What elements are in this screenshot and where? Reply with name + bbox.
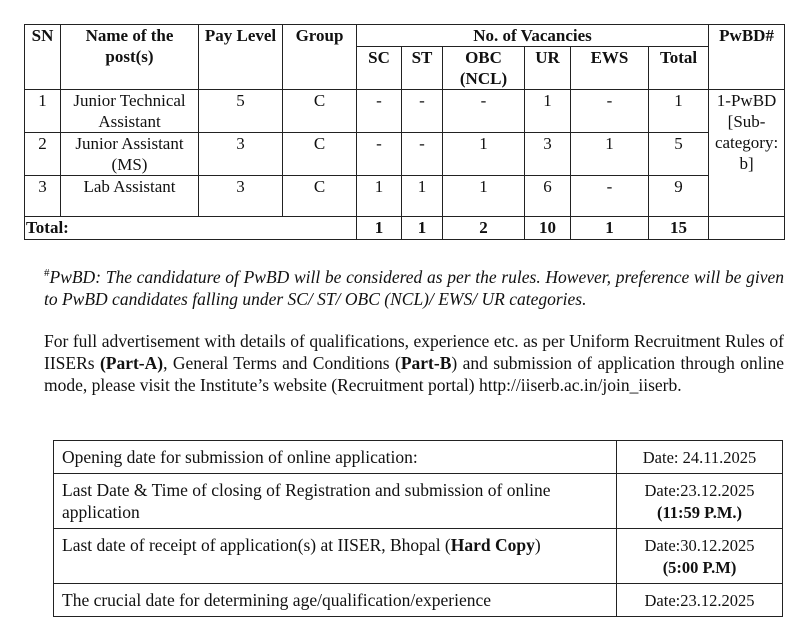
header-post: Name of the post(s) xyxy=(61,25,199,90)
date-time: (5:00 P.M) xyxy=(662,558,737,577)
cell-ews: - xyxy=(571,176,649,217)
dates-table xyxy=(53,440,783,617)
advert-part-b: Part-B xyxy=(400,353,452,373)
cell-group: C xyxy=(283,176,357,217)
total-sc: 1 xyxy=(357,217,402,240)
date-row xyxy=(54,474,783,529)
date-label xyxy=(54,529,617,584)
cell-post: Junior Technical Assistant xyxy=(61,90,199,133)
total-total: 15 xyxy=(649,217,709,240)
advert-text-2: , General Terms and Conditions ( xyxy=(163,353,401,373)
cell-total: 1 xyxy=(649,90,709,133)
header-ews: EWS xyxy=(571,47,649,90)
pwbd-note-mark: # xyxy=(44,267,50,279)
header-sc: SC xyxy=(357,47,402,90)
cell-ur: 3 xyxy=(525,133,571,176)
date-text: Date: 24.11.2025 xyxy=(642,448,757,467)
cell-ews: - xyxy=(571,90,649,133)
advert-text-1: For full advertisement with details of qualifications, experience etc. as per Uniform Recruitment Rules of IISERs xyxy=(44,331,784,373)
header-group: Group xyxy=(283,25,357,90)
table-row xyxy=(25,133,785,176)
cell-ews: 1 xyxy=(571,133,649,176)
vacancy-table xyxy=(24,24,785,240)
header-ur: UR xyxy=(525,47,571,90)
cell-obc: 1 xyxy=(443,133,525,176)
date-value xyxy=(617,441,783,474)
date-row xyxy=(54,529,783,584)
header-vacancies: No. of Vacancies xyxy=(357,25,709,47)
date-value xyxy=(617,529,783,584)
totals-label: Total: xyxy=(25,217,357,240)
advert-text-3: ) and submission of application through online mode, please visit the Institute’s website (Recruitment portal) http://iiserb.ac.in/join_iiserb. xyxy=(44,353,785,395)
date-label: The crucial date for determining age/qualification/experience xyxy=(54,584,617,617)
header-st: ST xyxy=(402,47,443,90)
totals-row xyxy=(25,217,785,240)
pwbd-note-text: PwBD: The candidature of PwBD will be considered as per the rules. However, preference will be given to PwBD candidates falling under SC/ ST/ OBC (NCL)/ EWS/ UR categories. xyxy=(44,267,784,309)
date-text: Date:23.12.2025 xyxy=(644,481,755,500)
date-label-pre: Last date of receipt of application(s) at IISER, Bhopal ( xyxy=(62,535,451,555)
date-text: Date:30.12.2025 xyxy=(644,536,755,555)
date-label-bold: Hard Copy xyxy=(450,535,535,555)
pwbd-note xyxy=(44,262,784,310)
cell-st: - xyxy=(402,133,443,176)
cell-post: Lab Assistant xyxy=(61,176,199,217)
cell-sn: 3 xyxy=(25,176,61,217)
table-row xyxy=(25,90,785,133)
header-pay-level: Pay Level xyxy=(199,25,283,90)
advert-part-a: (Part-A) xyxy=(99,353,164,373)
date-label-post: ) xyxy=(534,535,541,555)
cell-post: Junior Assistant (MS) xyxy=(61,133,199,176)
cell-st: - xyxy=(402,90,443,133)
cell-sc: - xyxy=(357,90,402,133)
cell-ur: 6 xyxy=(525,176,571,217)
cell-obc: - xyxy=(443,90,525,133)
cell-total: 9 xyxy=(649,176,709,217)
date-value xyxy=(617,474,783,529)
total-ur: 10 xyxy=(525,217,571,240)
date-label: Opening date for submission of online application: xyxy=(54,441,617,474)
date-time: (11:59 P.M.) xyxy=(656,503,743,522)
date-row xyxy=(54,584,783,617)
table-row xyxy=(25,176,785,217)
cell-st: 1 xyxy=(402,176,443,217)
cell-pay: 3 xyxy=(199,133,283,176)
cell-pay: 3 xyxy=(199,176,283,217)
cell-group: C xyxy=(283,133,357,176)
cell-obc: 1 xyxy=(443,176,525,217)
header-total: Total xyxy=(649,47,709,90)
cell-total: 5 xyxy=(649,133,709,176)
date-value xyxy=(617,584,783,617)
total-pwbd-empty xyxy=(709,217,785,240)
cell-sc: 1 xyxy=(357,176,402,217)
date-row xyxy=(54,441,783,474)
header-sn: SN xyxy=(25,25,61,90)
total-st: 1 xyxy=(402,217,443,240)
cell-pwbd: 1-PwBD [Sub-category: b] xyxy=(709,90,785,217)
date-text: Date:23.12.2025 xyxy=(644,591,755,610)
advert-note xyxy=(44,330,784,396)
cell-ur: 1 xyxy=(525,90,571,133)
header-obc: OBC (NCL) xyxy=(443,47,525,90)
cell-sc: - xyxy=(357,133,402,176)
cell-group: C xyxy=(283,90,357,133)
cell-sn: 1 xyxy=(25,90,61,133)
cell-pay: 5 xyxy=(199,90,283,133)
date-label: Last Date & Time of closing of Registration and submission of online application xyxy=(54,474,617,529)
total-ews: 1 xyxy=(571,217,649,240)
header-pwbd: PwBD# xyxy=(709,25,785,90)
cell-sn: 2 xyxy=(25,133,61,176)
total-obc: 2 xyxy=(443,217,525,240)
